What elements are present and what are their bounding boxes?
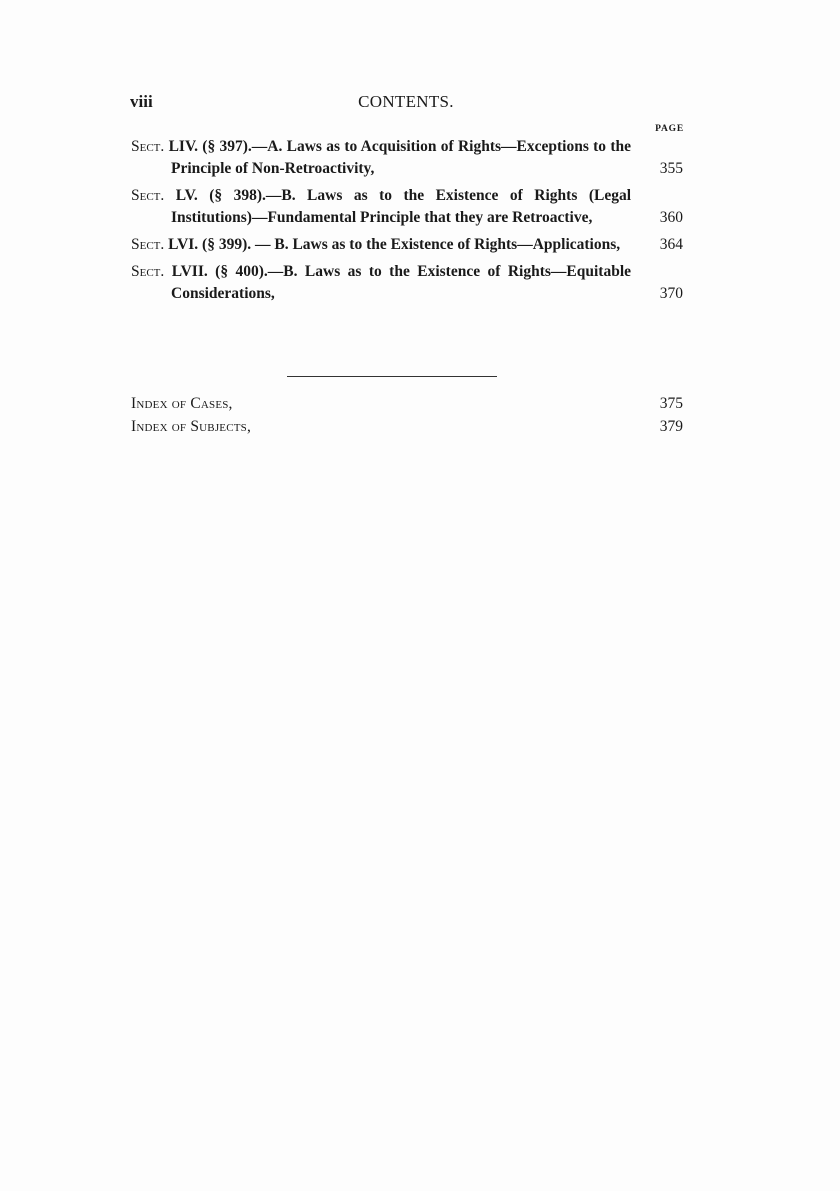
entry-title: LV. (§ 398).—B. Laws as to the Existence of Rights (Legal Institutions)—Fundamental Principle that they are Retroactive,: [171, 187, 631, 226]
index-label: Index of Subjects,: [131, 418, 252, 435]
entry-prefix: Sect.: [131, 263, 165, 280]
index-entry: [131, 415, 683, 438]
toc-entry: [131, 185, 683, 229]
entry-page-number: 364: [659, 236, 683, 253]
index-list: [131, 392, 683, 438]
entry-title: LIV. (§ 397).—A. Laws as to Acquisition of Rights—Exceptions to the Principle of Non-Retroactivity,: [168, 138, 632, 177]
entry-page-number: 370: [659, 285, 683, 302]
page-number: viii: [130, 92, 153, 111]
entry-prefix: Sect.: [131, 236, 165, 253]
section-divider: [287, 376, 497, 377]
entry-title: LVII. (§ 400).—B. Laws as to the Existence of Rights—Equitable Considerations,: [171, 263, 631, 302]
index-entry: [131, 392, 683, 415]
entry-page-number: 360: [659, 209, 683, 226]
entry-title: LVI. (§ 399). — B. Laws as to the Existence of Rights—Applications,: [168, 236, 621, 253]
table-of-contents: [131, 136, 683, 310]
index-label: Index of Cases,: [131, 395, 233, 412]
page-header: [130, 92, 682, 116]
entry-page-number: 355: [659, 160, 683, 177]
page-column-label: PAGE: [655, 124, 684, 134]
index-page-number: 375: [659, 395, 683, 412]
toc-entry: [131, 234, 683, 256]
toc-entry: [131, 136, 683, 180]
toc-entry: [131, 261, 683, 305]
entry-prefix: Sect.: [131, 138, 165, 155]
entry-prefix: Sect.: [131, 187, 165, 204]
running-head: CONTENTS.: [358, 92, 454, 111]
index-page-number: 379: [659, 418, 683, 435]
